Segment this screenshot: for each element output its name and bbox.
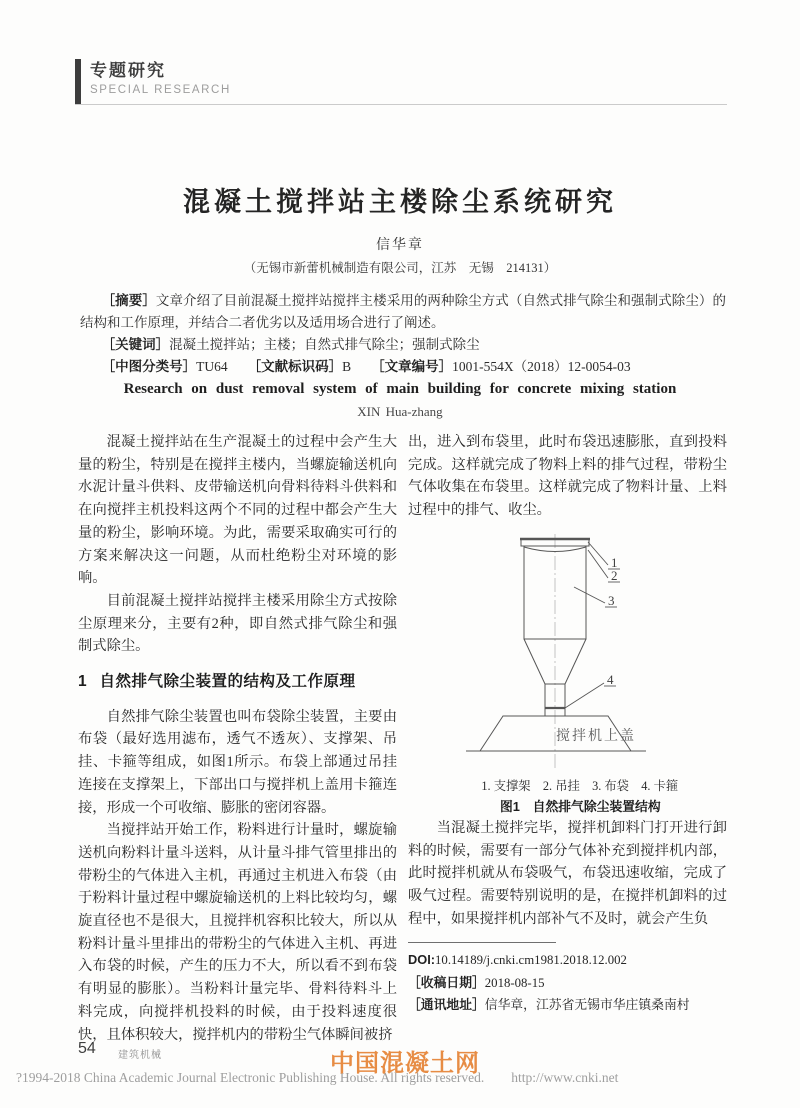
body-paragraph: 自然排气除尘装置也叫布袋除尘装置，主要由布袋（最好选用滤布，透气不透灰）、支撑架、吊挂、卡箍等组成，如图1所示。布袋上部通过吊挂连接在支撑架上，下部出口与搅拌机上盖用卡箍连接，形成一个可收缩、膨胀的密闭容器。 [78,708,397,816]
keywords-line [80,334,726,356]
contact-address-line [408,994,727,1017]
article-title-english: Research on dust removal system of main building for concrete mixing station [123,381,677,397]
footnote-divider [408,942,556,943]
kicker-accent-bar [75,59,81,104]
clc-value: TU64 [196,359,228,374]
body-paragraph: 出，进入到布袋里，此时布袋迅速膨胀，直到投料完成。这样就完成了物料上料的排气过程，带粉尘气体收集在布袋里。这样就完成了物料计量、上料过程中的排气、收尘。 [408,434,727,519]
address-label: ［通讯地址］ [408,997,485,1013]
leader-3 [574,587,605,603]
header-divider [75,104,727,105]
figure-label-1: 1 [610,554,617,570]
body-paragraph: 目前混凝土搅拌站搅拌主楼采用除尘方式按除尘原理来分，主要有2种，即自然式排气除尘和强制式除尘。 [78,592,397,655]
article-title: 混凝土搅拌站主楼除尘系统研究 [183,187,617,217]
figure-label-2: 2 [610,567,617,583]
article-no-value: 1001-554X（2018）12-0054-03 [452,359,631,374]
clc-label: ［中图分类号］ [101,359,197,374]
section-1-title: 自然排气除尘装置的结构及工作原理 [99,673,356,691]
doc-code-value: B [342,359,352,374]
article-author: 信华章 [376,238,424,253]
figure-1-drawing [418,526,718,776]
doc-code-label: ［文献标识码］ [247,359,343,374]
kicker-chinese: 专题研究 [90,61,166,80]
abstract-paragraph [80,290,726,334]
section-1-number: 1 [78,673,88,691]
meta-line [80,356,726,378]
doi-value: 10.14189/j.cnki.cm1981.2018.12.002 [435,953,627,968]
right-column [408,431,727,1017]
body-paragraph: 当搅拌站开始工作，粉料进行计量时，螺旋输送机向粉料计量斗送料，从计量斗排气管里排出的带粉尘的气体进入主机，再通过主机进入布袋（由于粉料计量过程中螺旋输送机的上料比较均匀，螺旋直径也不是很大，且搅拌机容积比较大，所以从粉料计量斗里排出的带粉尘的气体进入主机、再进入布袋的时候，产生的压力不大，所以看不到布袋有明显的膨胀）。当粉料计量完毕、骨料待料斗上料完成，向搅拌机投料的时候，由于投料速度很快，且体积较大，搅拌机内的带粉尘气体瞬间被挤 [78,822,397,1043]
kicker-english: SPECIAL RESEARCH [90,84,231,96]
doi-label: DOI: [408,952,436,968]
journal-name: 建筑机械 [118,1050,162,1061]
copyright-line: ?1994-2018 China Academic Journal Electronic Publishing House. All rights reserved. http://www.cnki.net [16,1070,619,1085]
figure-cone-right [565,639,586,684]
keywords-text: 混凝土搅拌站；主楼；自然式排气除尘；强制式除尘 [169,337,480,352]
abstract-text: 文章介绍了目前混凝土搅拌站搅拌主楼采用的两种除尘方式（自然式排气除尘和强制式除尘）的结构和工作原理，并结合二者优劣以及适用场合进行了阐述。 [80,293,727,330]
leader-2 [588,550,608,578]
body-paragraph: 混凝土搅拌站在生产混凝土的过程中会产生大量的粉尘，特别是在搅拌主楼内，当螺旋输送机向水泥计量斗供料、皮带输送机向骨料待料斗供料和在向搅拌主机投料这两个不同的过程中都会产生大量的粉尘，影响环境。为此，需要采取确实可行的方案来解决这一问题，从而杜绝粉尘对环境的影响。 [78,434,397,587]
figure-cover-label: 搅拌机上盖 [555,728,636,744]
article-affiliation: （无锡市新蕾机械制造有限公司，江苏 无锡 214131） [243,261,557,275]
figure-1-legend: 1. 支撑架 2. 吊挂 3. 布袋 4. 卡箍 [481,778,679,793]
received-value: 2018-08-15 [484,975,545,990]
section-kicker [90,60,231,98]
abstract-label: ［摘要］ [101,293,156,308]
figure-label-4: 4 [606,671,613,687]
figure-label-3: 3 [607,592,614,608]
abstract-block [80,290,726,378]
address-value: 信华章，江苏省无锡市华庄镇桑南村 [484,998,690,1013]
section-1-heading [78,671,397,694]
watermark: 中国混凝土网 [330,1050,480,1077]
received-label: ［收稿日期］ [408,974,485,990]
left-column [78,431,397,1046]
leader-4 [565,683,604,708]
received-date-line [408,972,727,995]
figure-1-caption: 图1 自然排气除尘装置结构 [499,798,661,814]
figure-cone-left [524,639,545,684]
page-number: 54 [78,1040,96,1057]
article-author-english: XIN Hua-zhang [357,404,443,419]
doi-line [408,949,727,972]
body-paragraph: 当混凝土搅拌完毕，搅拌机卸料门打开进行卸料的时候，需要有一部分气体补充到搅拌机内部，此时搅拌机就从布袋吸气，布袋迅速收缩，完成了吸气过程。需要特别说明的是，在搅拌机卸料的过程中，如果搅拌机内部补气不及时，就会产生负 [408,819,727,927]
footnote-block [408,942,727,1017]
figure-1 [408,526,727,817]
article-no-label: ［文章编号］ [371,359,453,374]
keywords-label: ［关键词］ [101,337,170,352]
